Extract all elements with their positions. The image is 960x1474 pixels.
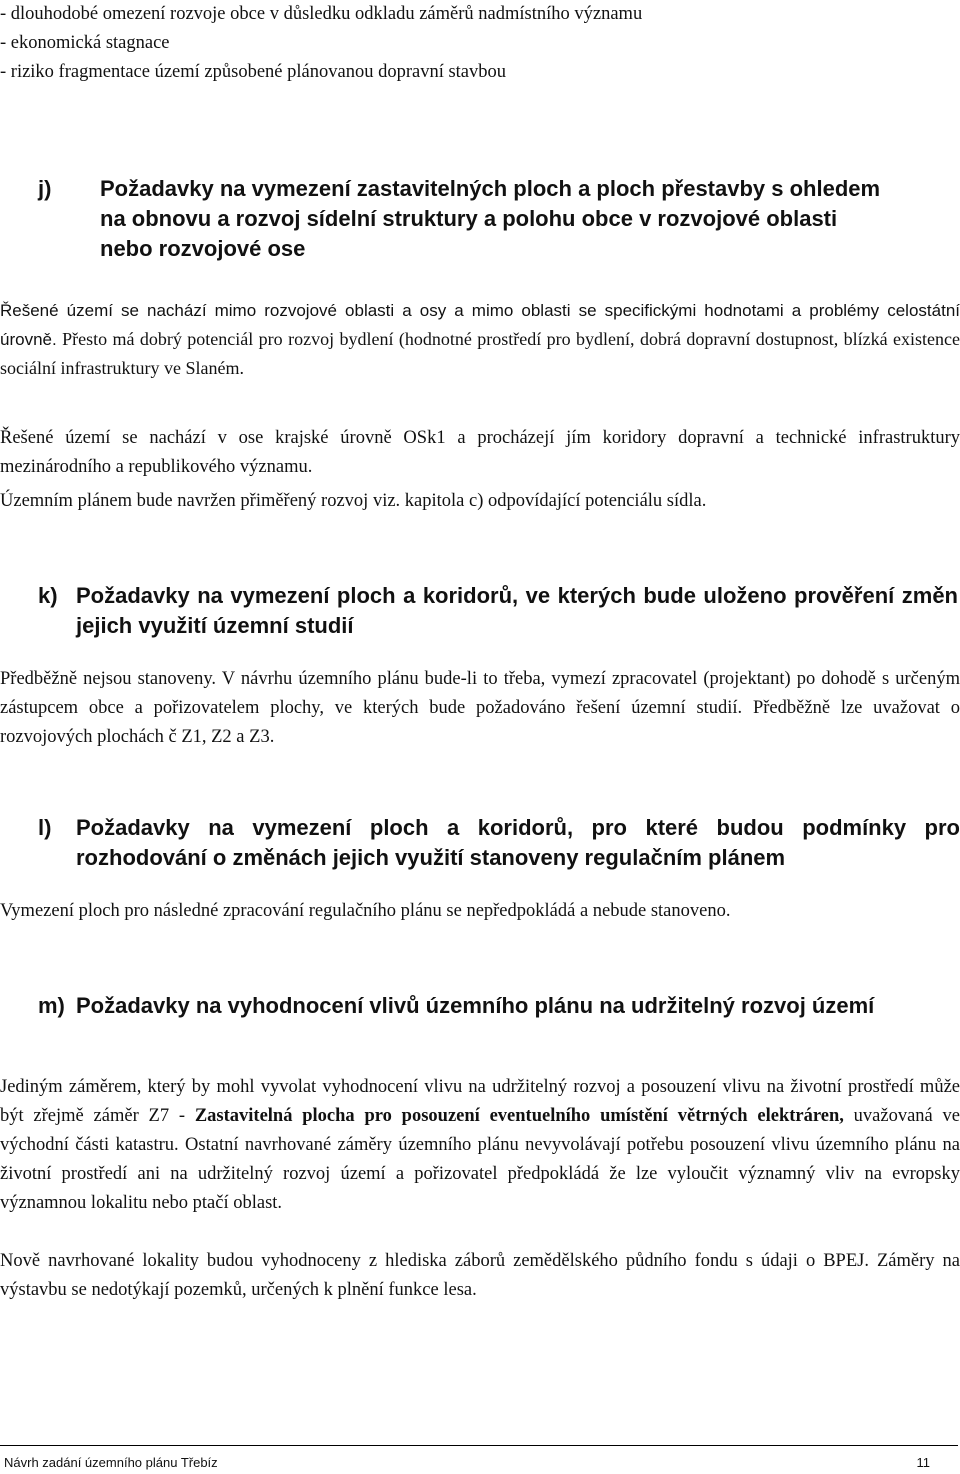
- section-m-letter: m): [38, 993, 65, 1018]
- section-m-heading: [0, 991, 960, 1021]
- section-j-paragraph-1-serif: Přesto má dobrý potenciál pro rozvoj bydlení (hodnotné prostředí pro bydlení, dobrá dopravní dostupnost, blízká existence sociální infrastruktury ve Slaném.: [0, 329, 960, 378]
- section-l-letter: l): [38, 815, 52, 840]
- section-k-heading: [0, 581, 960, 641]
- section-j-title: Požadavky na vymezení zastavitelných ploch a ploch přestavby s ohledem na obnovu a rozvoj sídelní struktury a polohu obce v rozvojové oblasti nebo rozvojové ose: [100, 176, 881, 261]
- footer-page-number: 11: [916, 1455, 930, 1470]
- section-j-paragraph-3: Územním plánem bude navržen přiměřený rozvoj viz. kapitola c) odpovídající potenciálu sídla.: [0, 491, 707, 511]
- section-l-title: Požadavky na vymezení ploch a koridorů, pro které budou podmínky pro rozhodování o změnách jejich využití stanoveny regulačním plánem: [76, 815, 960, 870]
- bullet-item: - ekonomická stagnace: [0, 33, 170, 53]
- section-k-title: Požadavky na vymezení ploch a koridorů, ve kterých bude uloženo prověření změn jejich využití územní studií: [76, 583, 958, 638]
- section-j-paragraph-1-sans: Řešené území se nachází mimo rozvojové oblasti a osy a mimo oblasti se specifickými hodnotami a problémy celostátní úrovně.: [0, 301, 960, 349]
- section-m-paragraph-2: Nově navrhované lokality budou vyhodnoceny z hlediska záborů zemědělského půdního fondu s údaji o BPEJ. Záměry na výstavbu se nedotýkají pozemků, určených k plnění funkce lesa.: [0, 1251, 960, 1300]
- section-k-letter: k): [38, 583, 58, 608]
- footer-document-title: Návrh zadání územního plánu Třebíz: [4, 1455, 218, 1470]
- section-m-paragraph-1-text-a: Jediným záměrem, který by mohl vyvolat vyhodnocení vlivu na udržitelný rozvoj a posouzení vlivu na životní prostředí může být zřejmě záměr Z7 -: [0, 1077, 960, 1126]
- bullet-item: - riziko fragmentace území způsobené plánovanou dopravní stavbou: [0, 62, 507, 82]
- page-footer: [4, 1455, 930, 1470]
- section-m-paragraph-1-bold: Zastavitelná plocha pro posouzení eventuelního umístění větrných elektráren,: [194, 1106, 844, 1126]
- section-l-heading: [0, 813, 960, 873]
- section-m-title: Požadavky na vyhodnocení vlivů územního plánu na udržitelný rozvoj území: [76, 993, 875, 1018]
- section-j-letter: j): [38, 176, 52, 201]
- section-j-paragraph-1: [0, 296, 960, 383]
- section-m-paragraph-1-text-b: uvažovaná ve východní části katastru. Ostatní navrhované záměry územního plánu nevyvolávají potřebu posouzení vlivu územního plánu na životní prostředí ani na udržitelný rozvoj území a pořizovatel předpokládá že lze vyloučit významný vliv na evropsky významnou lokalitu nebo ptačí oblast.: [0, 1106, 960, 1213]
- section-l-paragraph: Vymezení ploch pro následné zpracování regulačního plánu se nepředpokládá a nebude stanoveno.: [0, 901, 731, 921]
- bullet-item: - dlouhodobé omezení rozvoje obce v důsledku odkladu záměrů nadmístního významu: [0, 4, 643, 24]
- section-m-paragraph-1: [0, 1073, 960, 1218]
- footer-divider: [0, 1445, 958, 1446]
- section-j-paragraph-2: Řešené území se nachází v ose krajské úrovně OSk1 a procházejí jím koridory dopravní a technické infrastruktury mezinárodního a republikového významu.: [0, 428, 960, 477]
- intro-bullet-list: [0, 0, 960, 87]
- section-j-heading: [0, 174, 960, 264]
- section-k-paragraph: Předběžně nejsou stanoveny. V návrhu územního plánu bude-li to třeba, vymezí zpracovatel (projektant) po dohodě s určeným zástupcem obce a pořizovatelem plochy, ve kterých bude požadováno řešení územní studií. Předběžně lze uvažovat o rozvojových plochách č Z1, Z2 a Z3.: [0, 669, 960, 747]
